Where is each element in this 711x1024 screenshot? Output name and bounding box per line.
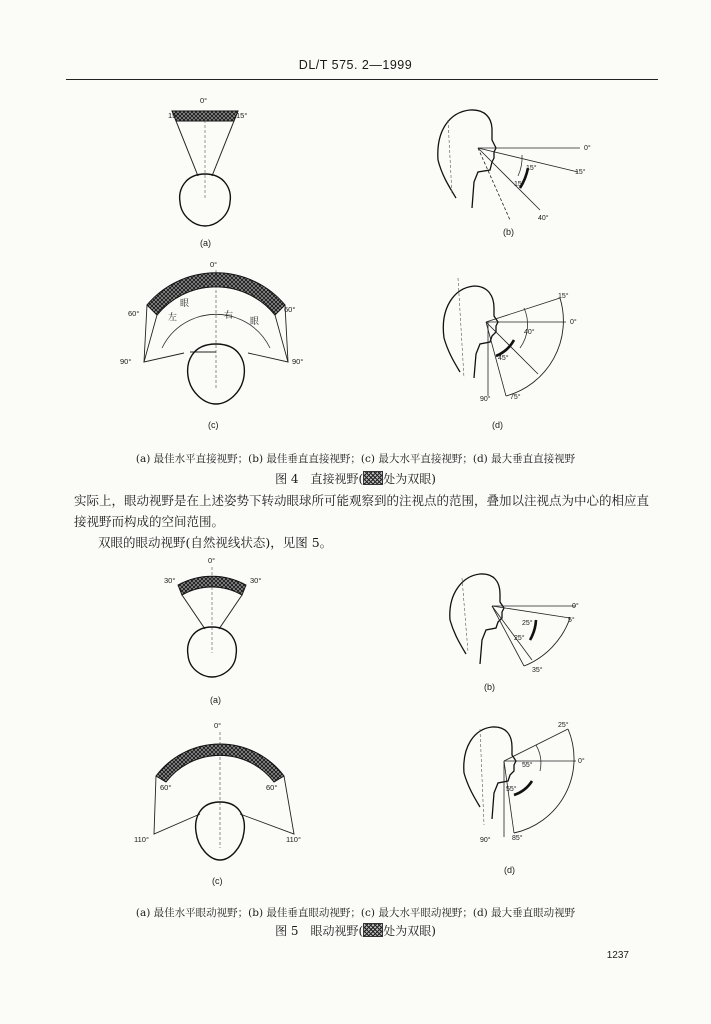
- side-label: 眼: [180, 298, 190, 308]
- angle-label: 40°: [524, 329, 535, 336]
- angle-label: 0°: [584, 145, 591, 152]
- subfigure-label: (a): [200, 238, 211, 248]
- angle-label: 110°: [134, 835, 149, 844]
- angle-label: 40°: [538, 215, 549, 222]
- hatch-swatch-icon: [363, 471, 383, 485]
- angle-label: 60°: [128, 309, 140, 318]
- angle-label: 90°: [480, 837, 491, 844]
- side-label: 左: [168, 312, 178, 322]
- fig5-title-suffix: 处为双眼): [383, 924, 436, 938]
- subfigure-label: (d): [504, 865, 515, 875]
- page-number: 1237: [606, 950, 629, 961]
- fig4-d-diagram: [430, 278, 610, 428]
- angle-label: 25°: [522, 620, 533, 627]
- head-profile: [464, 727, 516, 819]
- fig5-caption: (a) 最佳水平眼动视野；(b) 最佳垂直眼动视野；(c) 最大水平眼动视野；(d) 最大垂直眼动视野: [135, 907, 576, 919]
- hatch-swatch-icon: [363, 923, 383, 937]
- angle-label: 110°: [286, 835, 301, 844]
- angle-label: 75°: [510, 394, 521, 401]
- angle-label: 60°: [160, 783, 172, 792]
- angle-label: 90°: [292, 357, 304, 366]
- angle-label: 55°: [522, 762, 533, 769]
- hatched-arc: [514, 781, 532, 795]
- fig4-a-diagram: [150, 90, 260, 250]
- angle-label: 0°: [214, 721, 222, 730]
- subfigure-label: (b): [484, 682, 495, 692]
- angle-label: 15°: [514, 181, 525, 188]
- fig5-b-diagram: [440, 568, 600, 698]
- subfigure-label: (c): [208, 420, 219, 430]
- angle-label: 0°: [200, 96, 208, 105]
- angle-label: 0°: [572, 603, 579, 610]
- angle-label: 85°: [512, 835, 523, 842]
- fig5-a-diagram: [160, 553, 260, 708]
- angle-label: 15°: [558, 293, 569, 300]
- fig5-title: [0, 922, 711, 939]
- side-label: 眼: [250, 316, 260, 326]
- body-paragraph: 双眼的眼动视野(自然视线状态)，见图 5。: [98, 535, 333, 550]
- subfigure-label: (d): [492, 420, 503, 430]
- subfigure-label: (c): [212, 876, 223, 886]
- head-profile: [443, 286, 498, 378]
- running-header: DL/T 575. 2—1999: [298, 58, 413, 72]
- angle-label: 0°: [210, 260, 218, 269]
- angle-label: 90°: [120, 357, 132, 366]
- hatched-arc: [496, 340, 514, 356]
- angle-label: 0°: [570, 319, 577, 326]
- angle-label: 15°: [236, 111, 248, 120]
- head-outline: [196, 802, 245, 860]
- fig5-title-prefix: 图 5 眼动视野(: [275, 924, 364, 938]
- fig4-title: [0, 470, 711, 487]
- angle-label: 25°: [558, 722, 569, 729]
- angle-label: 5°: [568, 617, 575, 624]
- angle-label: 60°: [266, 783, 278, 792]
- head-profile: [438, 110, 496, 208]
- fig4-title-prefix: 图 4 直接视野(: [275, 472, 364, 486]
- angle-label: 15°: [575, 169, 586, 176]
- body-paragraph: 实际上，眼动视野是在上述姿势下转动眼球所可能观察到的注视点的范围，叠加以注视点为中心的相应直接视野而构成的空间范围。: [74, 493, 650, 529]
- angle-label: 0°: [578, 758, 585, 765]
- subfigure-label: (b): [503, 227, 514, 237]
- angle-label: 45°: [498, 355, 509, 362]
- hatched-arc: [147, 273, 285, 315]
- angle-label: 30°: [250, 576, 262, 585]
- fig5-c-diagram: [134, 718, 314, 890]
- fig4-title-suffix: 处为双眼): [383, 472, 436, 486]
- side-label: 右: [224, 310, 234, 320]
- header-rule: [66, 79, 658, 80]
- subfigure-label: (a): [210, 695, 221, 705]
- angle-label: 60°: [284, 305, 296, 314]
- angle-label: 15°: [168, 111, 180, 120]
- fig5-d-diagram: [458, 715, 608, 875]
- angle-label: 0°: [208, 556, 216, 565]
- fig4-b-diagram: [430, 100, 610, 240]
- head-profile: [450, 574, 504, 664]
- angle-label: 35°: [532, 667, 543, 674]
- angle-label: 25°: [514, 635, 525, 642]
- angle-label: 55°: [506, 786, 517, 793]
- fig4-caption: (a) 最佳水平直接视野；(b) 最佳垂直直接视野；(c) 最大水平直接视野；(d) 最大垂直直接视野: [135, 453, 576, 465]
- angle-label: 30°: [164, 576, 176, 585]
- fig4-c-diagram: [120, 258, 320, 438]
- angle-label: 15°: [526, 165, 537, 172]
- angle-label: 90°: [480, 396, 491, 403]
